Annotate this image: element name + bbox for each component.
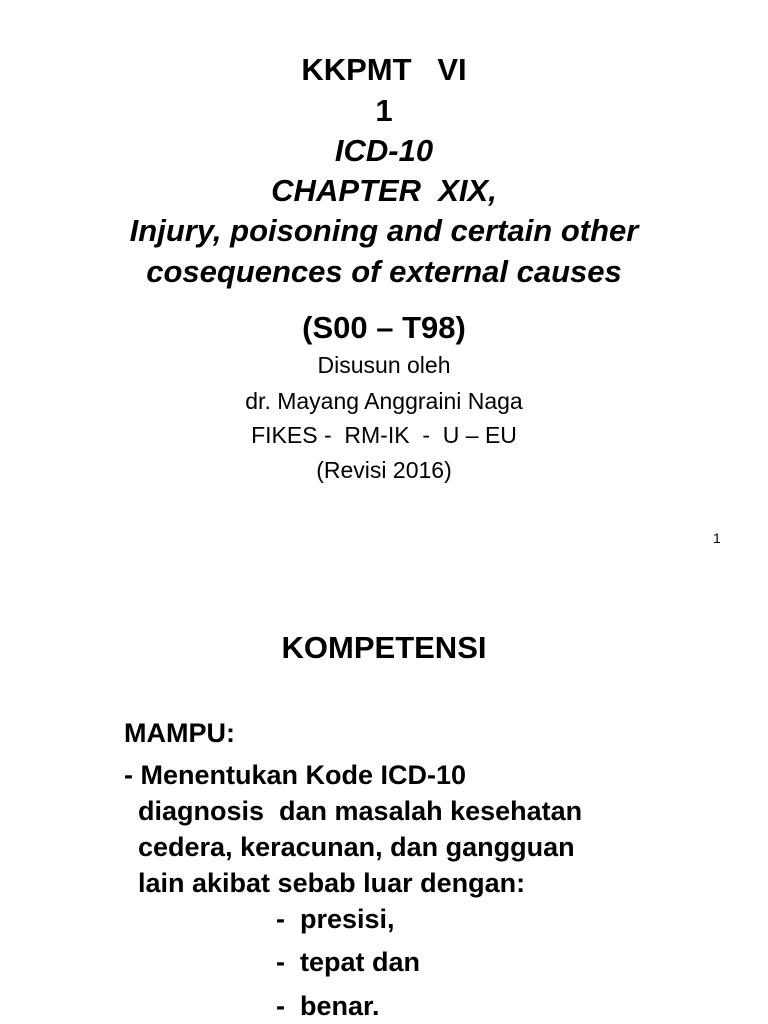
author-line: FIKES - RM-IK - U – EU [251, 422, 517, 448]
sub-bullet-item: - presisi, [276, 904, 395, 934]
slide-title-line: ICD-10 [334, 133, 434, 168]
sub-bullet-item: - tepat dan [276, 947, 421, 977]
bullet-text-line: lain akibat sebab luar dengan: [138, 868, 526, 898]
bullet-text-line: diagnosis dan masalah kesehatan [138, 796, 583, 826]
page-number: 1 [713, 530, 721, 546]
mampu-label: MAMPU: [124, 718, 235, 748]
slide-title-line: CHAPTER XIX, [271, 173, 497, 208]
code-range: (S00 – T98) [302, 310, 466, 345]
author-line: dr. Mayang Anggraini Naga [245, 388, 523, 414]
section-title: KOMPETENSI [281, 630, 487, 665]
slide-title-line: cosequences of external causes [146, 254, 622, 289]
slide-title-line: KKPMT VI [301, 52, 467, 87]
author-line: (Revisi 2016) [316, 457, 452, 483]
sub-bullet-item: - benar. [276, 991, 380, 1021]
author-line: Disusun oleh [317, 352, 451, 378]
bullet-text-line: cedera, keracunan, dan gangguan [138, 832, 575, 862]
slide-title-line: 1 [375, 93, 393, 128]
bullet-text-line: - Menentukan Kode ICD-10 [124, 760, 467, 790]
slide-title-line: Injury, poisoning and certain other [129, 213, 639, 248]
